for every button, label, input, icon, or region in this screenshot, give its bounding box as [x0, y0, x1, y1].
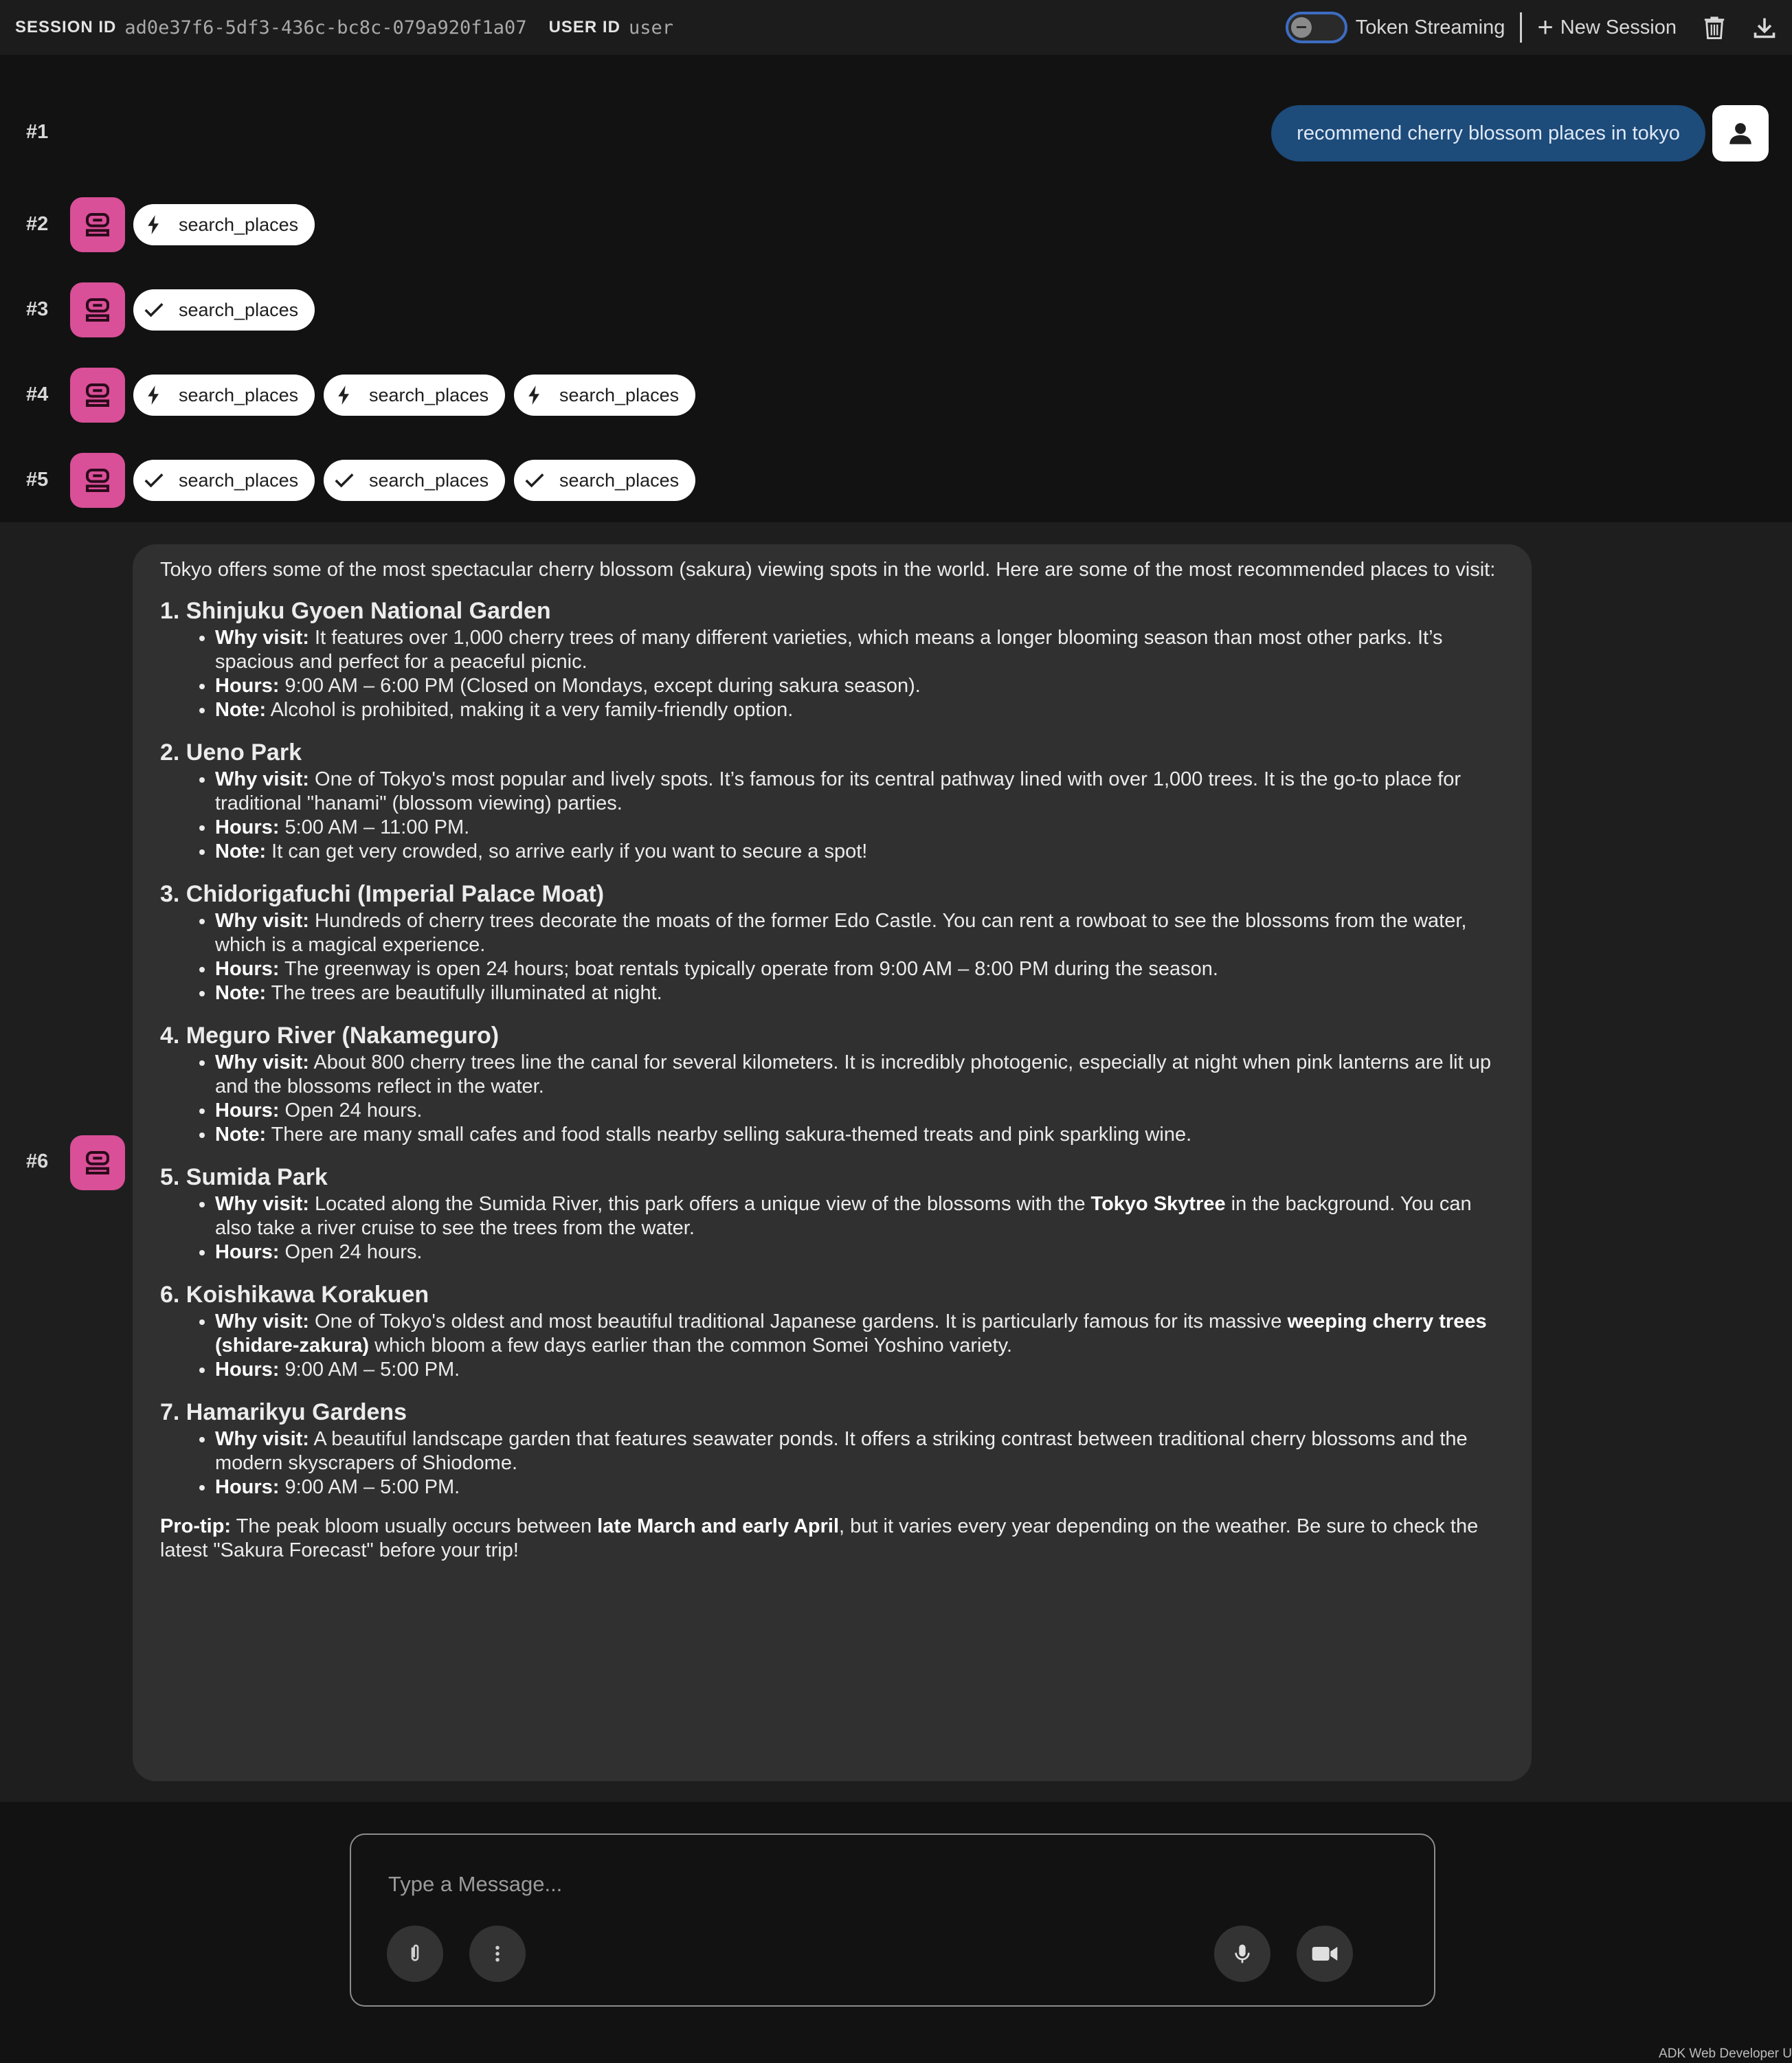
- download-button[interactable]: [1752, 15, 1777, 40]
- section-title: 2. Ueno Park: [160, 739, 302, 766]
- list-item: • Note: It can get very crowded, so arrive early if you want to secure a spot!: [215, 840, 1504, 864]
- chip-label: search_places: [369, 469, 489, 491]
- function-response-chip[interactable]: [324, 460, 505, 501]
- delete-session-button[interactable]: [1703, 14, 1726, 41]
- microphone-icon: [1231, 1941, 1253, 1966]
- agent-avatar: [70, 282, 125, 337]
- agent-avatar: [70, 1135, 125, 1190]
- function-response-chip[interactable]: [514, 460, 695, 501]
- session-id-label: SESSION ID: [15, 18, 117, 36]
- toolbar-divider: [1520, 12, 1522, 43]
- user-avatar: [1712, 105, 1769, 161]
- message-number: #2: [26, 213, 49, 235]
- message-composer: [350, 1833, 1435, 2007]
- chip-label: search_places: [179, 469, 299, 491]
- microphone-button[interactable]: [1214, 1926, 1270, 1982]
- check-icon: [335, 471, 354, 490]
- chip-label: search_places: [369, 384, 489, 405]
- video-button[interactable]: [1297, 1926, 1353, 1982]
- chip-label: search_places: [179, 384, 299, 405]
- attach-button[interactable]: [387, 1926, 443, 1982]
- trash-icon: [1703, 14, 1726, 41]
- list-item: • Why visit: Located along the Sumida River, this park offers a unique view of the blossoms with the Tokyo Skytree in the background. You can also take a river cruise to see the trees from the water.: [215, 1192, 1504, 1240]
- person-icon: [1726, 119, 1755, 148]
- user-id-value: user: [628, 16, 673, 38]
- download-icon: [1752, 15, 1777, 40]
- more-vert-icon: [487, 1943, 508, 1964]
- new-session-button[interactable]: [1537, 14, 1677, 41]
- message-number: #1: [26, 121, 49, 143]
- message-number: #4: [26, 383, 49, 405]
- check-icon: [144, 300, 164, 320]
- bolt-icon: [144, 215, 164, 234]
- list-item: • Hours: 9:00 AM – 5:00 PM.: [215, 1475, 1504, 1499]
- section-list: [160, 1051, 1504, 1147]
- list-item: • Why visit: A beautiful landscape garden that features seawater ponds. It offers a striking contrast between traditional cherry blossoms and the modern skyscrapers of Shiodome.: [215, 1427, 1504, 1475]
- agent-response-bubble: [133, 544, 1532, 1781]
- agent-avatar: [70, 368, 125, 423]
- section-list: [160, 909, 1504, 1005]
- agent-avatar: [70, 453, 125, 508]
- robot-icon: [84, 211, 111, 238]
- new-session-label: New Session: [1560, 16, 1677, 38]
- list-item: • Hours: 9:00 AM – 5:00 PM.: [215, 1358, 1504, 1382]
- section-list: [160, 1310, 1504, 1382]
- section-list: [160, 626, 1504, 722]
- list-item: • Note: The trees are beautifully illuminated at night.: [215, 981, 1504, 1005]
- robot-icon: [84, 381, 111, 409]
- section-title: 5. Sumida Park: [160, 1164, 328, 1190]
- function-response-chip[interactable]: [133, 289, 315, 331]
- check-icon: [144, 471, 164, 490]
- chip-label: search_places: [179, 299, 299, 320]
- function-call-chip[interactable]: [133, 204, 315, 245]
- message-number: #5: [26, 469, 49, 491]
- response-intro: Tokyo offers some of the most spectacular cherry blossom (sakura) viewing spots in the world. Here are some of the most recommended places to visit:: [160, 559, 1496, 581]
- session-id-value: ad0e37f6-5df3-436c-bc8c-079a920f1a07: [124, 16, 527, 38]
- video-camera-icon: [1311, 1943, 1339, 1965]
- section-title: 6. Koishikawa Korakuen: [160, 1282, 429, 1308]
- bolt-icon: [525, 386, 544, 405]
- list-item: • Why visit: Hundreds of cherry trees decorate the moats of the former Edo Castle. You can rent a rowboat to see the blossoms from the water, which is a magical experience.: [215, 909, 1504, 957]
- user-message-bubble: recommend cherry blossom places in tokyo: [1271, 105, 1705, 161]
- list-item: • Why visit: It features over 1,000 cherry trees of many different varieties, which means a longer blooming season than most other parks. It’s spacious and perfect for a peaceful picnic.: [215, 626, 1504, 674]
- attachment-icon: [404, 1941, 426, 1966]
- list-item: • Why visit: About 800 cherry trees line the canal for several kilometers. It is incredibly photogenic, especially at night when pink lanterns are lit up and the blossoms reflect in the water.: [215, 1051, 1504, 1099]
- list-item: • Note: There are many small cafes and food stalls nearby selling sakura-themed treats and pink sparkling wine.: [215, 1123, 1504, 1147]
- list-item: • Why visit: One of Tokyo's most popular and lively spots. It’s famous for its central pathway lined with over 1,000 trees. It is the go-to place for traditional "hanami" (blossom viewing) parties.: [215, 768, 1504, 816]
- list-item: • Why visit: One of Tokyo's oldest and most beautiful traditional Japanese gardens. It is particularly famous for its massive weeping cherry trees (shidare-zakura) which bloom a few days earlier than the common Somei Yoshino variety.: [215, 1310, 1504, 1358]
- chip-label: search_places: [559, 469, 680, 491]
- top-bar: [0, 0, 1792, 55]
- user-id-label: USER ID: [548, 18, 620, 36]
- section-title: 3. Chidorigafuchi (Imperial Palace Moat): [160, 881, 605, 907]
- section-title: 4. Meguro River (Nakameguro): [160, 1023, 500, 1049]
- robot-icon: [84, 296, 111, 324]
- section-list: [160, 768, 1504, 864]
- more-options-button[interactable]: [469, 1926, 526, 1982]
- list-item: • Note: Alcohol is prohibited, making it a very family-friendly option.: [215, 698, 1504, 722]
- token-streaming-label: Token Streaming: [1355, 16, 1505, 38]
- token-streaming-toggle[interactable]: [1286, 12, 1347, 43]
- message-number: #3: [26, 298, 49, 320]
- function-response-chip[interactable]: [133, 460, 315, 501]
- message-number: #6: [26, 1150, 49, 1172]
- function-call-chip[interactable]: [133, 375, 315, 416]
- agent-avatar: [70, 197, 125, 252]
- footer-label: ADK Web Developer U: [1659, 2047, 1792, 2061]
- section-list: [160, 1192, 1504, 1264]
- list-item: • Hours: Open 24 hours.: [215, 1240, 1504, 1264]
- section-title: 1. Shinjuku Gyoen National Garden: [160, 598, 551, 624]
- list-item: • Hours: 9:00 AM – 6:00 PM (Closed on Mondays, except during sakura season).: [215, 674, 1504, 698]
- pro-tip: Pro-tip: The peak bloom usually occurs between late March and early April, but it varies every year depending on the weather. Be sure to check the latest "Sakura Forecast" before your trip!: [160, 1515, 1479, 1561]
- list-item: • Hours: The greenway is open 24 hours; boat rentals typically operate from 9:00 AM – 8:00 PM during the season.: [215, 957, 1504, 981]
- robot-icon: [84, 1149, 111, 1177]
- function-call-chip[interactable]: [514, 375, 695, 416]
- list-item: • Hours: Open 24 hours.: [215, 1099, 1504, 1123]
- message-input[interactable]: [387, 1869, 1349, 1899]
- chip-label: search_places: [559, 384, 680, 405]
- list-item: • Hours: 5:00 AM – 11:00 PM.: [215, 816, 1504, 840]
- function-call-chip[interactable]: [324, 375, 505, 416]
- toggle-knob: [1291, 17, 1312, 38]
- bolt-icon: [144, 386, 164, 405]
- chip-label: search_places: [179, 214, 299, 235]
- bolt-icon: [335, 386, 354, 405]
- section-list: [160, 1427, 1504, 1499]
- section-title: 7. Hamarikyu Gardens: [160, 1399, 407, 1425]
- plus-icon: +: [1537, 12, 1554, 43]
- check-icon: [525, 471, 544, 490]
- robot-icon: [84, 467, 111, 494]
